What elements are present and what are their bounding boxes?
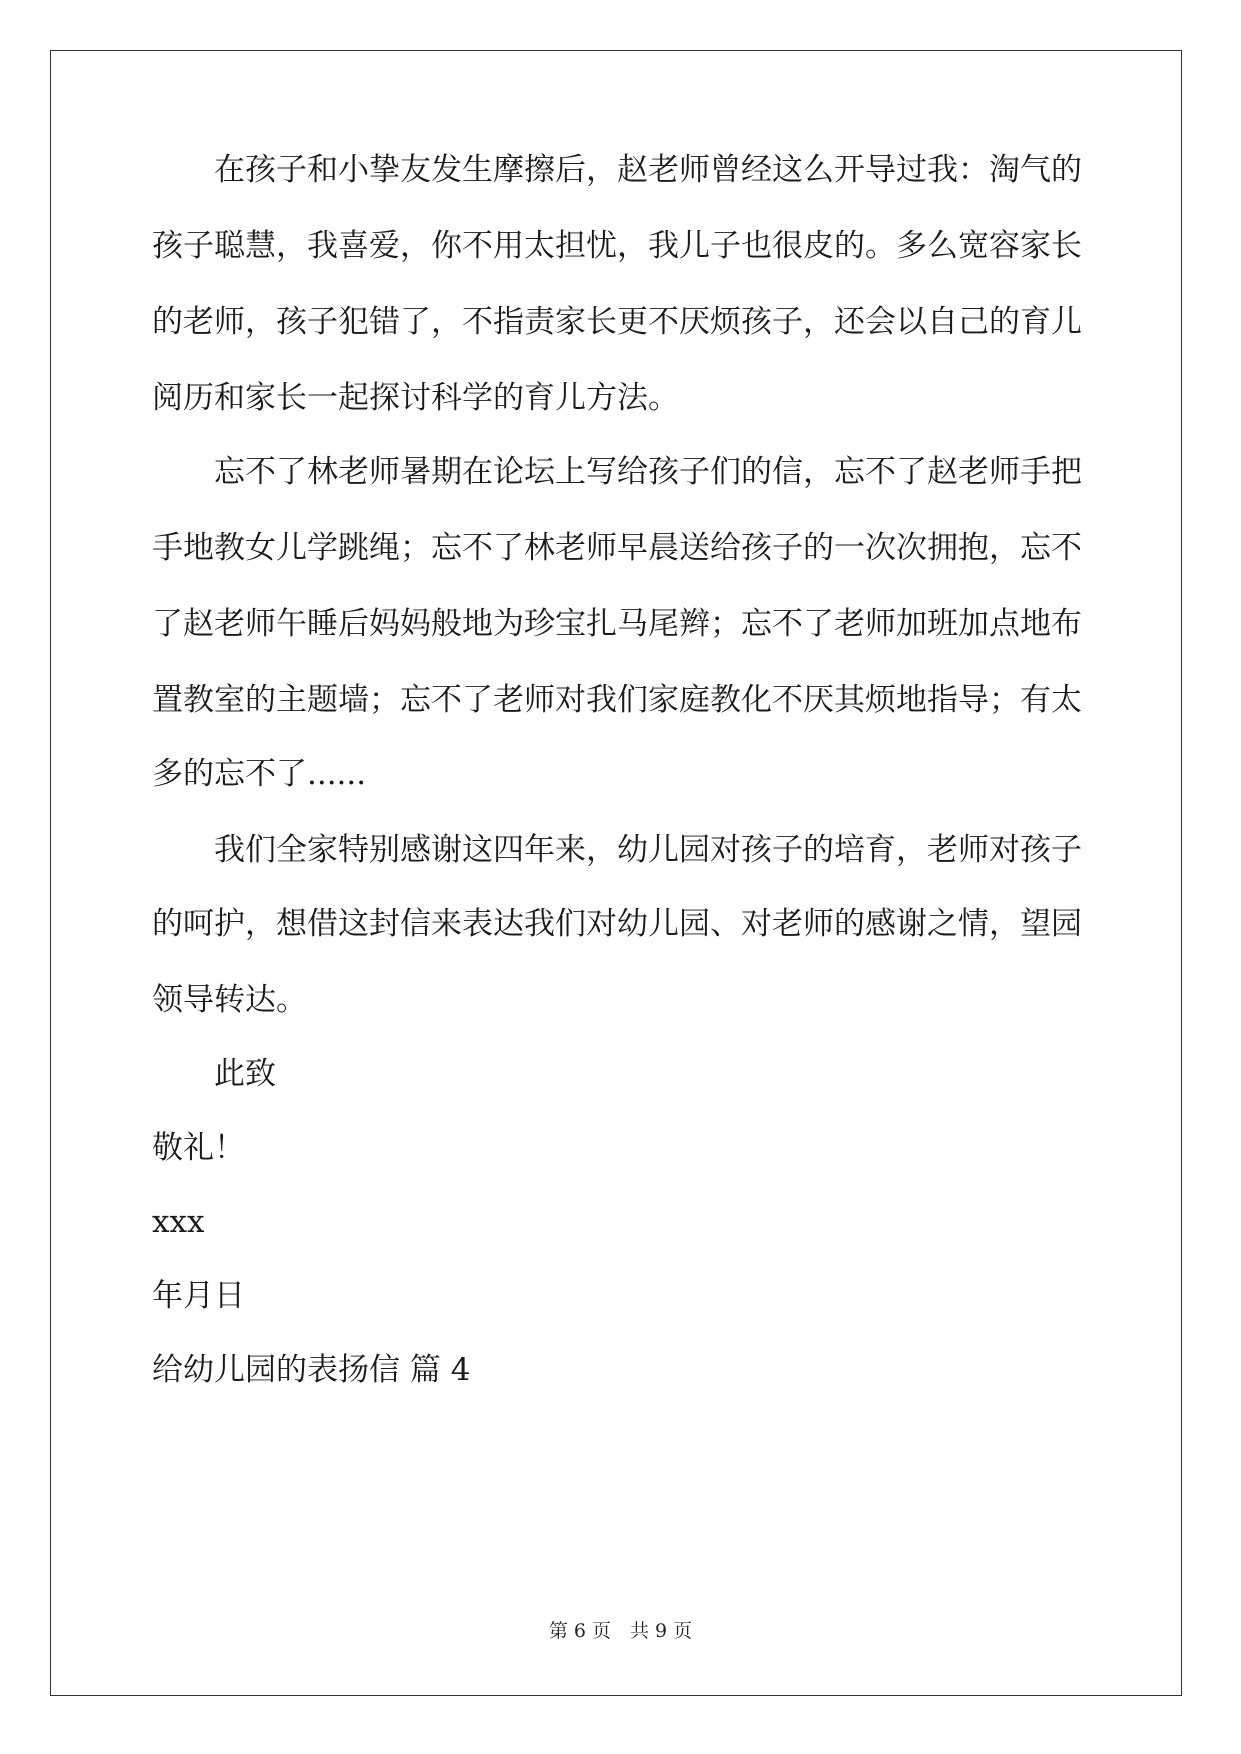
- section-heading: 给幼儿园的表扬信 篇 4: [152, 1352, 471, 1388]
- page-number: 第 6 页 共 9 页: [548, 1620, 693, 1642]
- closing-line: 此致: [152, 1056, 276, 1092]
- date-line: 年月日: [152, 1278, 245, 1314]
- paragraph-line: 多的忘不了......: [152, 756, 367, 792]
- paragraph-line: 置教室的主题墙；忘不了老师对我们家庭教化不厌其烦地指导；有太: [152, 682, 1082, 718]
- paragraph-line: 在孩子和小挚友发生摩擦后，赵老师曾经这么开导过我：淘气的: [152, 152, 1082, 188]
- paragraph-line: 我们全家特别感谢这四年来，幼儿园对孩子的培育，老师对孩子: [152, 832, 1082, 868]
- paragraph-line: 的呵护，想借这封信来表达我们对幼儿园、对老师的感谢之情，望园: [152, 906, 1082, 942]
- paragraph-line: 忘不了林老师暑期在论坛上写给孩子们的信，忘不了赵老师手把: [152, 454, 1082, 490]
- paragraph-line: 了赵老师午睡后妈妈般地为珍宝扎马尾辫；忘不了老师加班加点地布: [152, 606, 1082, 642]
- page-border: [50, 50, 1182, 1696]
- paragraph-line: 的老师，孩子犯错了，不指责家长更不厌烦孩子，还会以自己的育儿: [152, 304, 1082, 340]
- paragraph-line: 领导转达。: [152, 982, 307, 1018]
- paragraph-line: 孩子聪慧，我喜爱，你不用太担忧，我儿子也很皮的。多么宽容家长: [152, 228, 1082, 264]
- paragraph-line: 阅历和家长一起探讨科学的育儿方法。: [152, 380, 679, 416]
- paragraph-line: 手地教女儿学跳绳；忘不了林老师早晨送给孩子的一次次拥抱，忘不: [152, 530, 1082, 566]
- salutation: 敬礼！: [152, 1130, 245, 1166]
- signature: xxx: [152, 1204, 205, 1240]
